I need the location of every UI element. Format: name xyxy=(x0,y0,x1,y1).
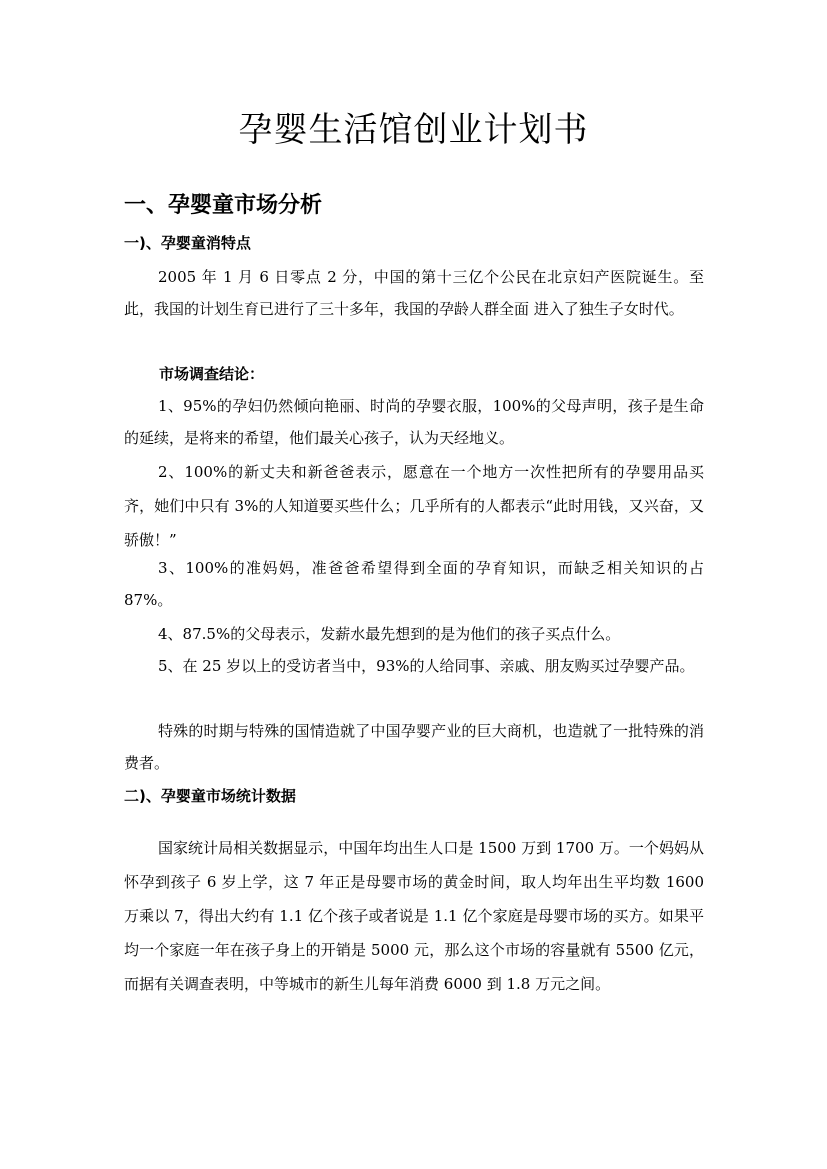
subsection-heading-statistics: 二)、孕婴童市场统计数据 xyxy=(124,787,296,805)
finding-paragraph-4: 4、87.5%的父母表示，发薪水最先想到的是为他们的孩子买点什么。 xyxy=(158,625,621,643)
finding-paragraph-3: 3、100%的准妈妈，准爸爸希望得到全面的孕育知识，而缺乏相关知识的占 87%。 xyxy=(124,559,704,609)
subsection-heading-consumption-features: 一)、孕婴童消特点 xyxy=(124,234,251,252)
survey-conclusion-heading: 市场调查结论： xyxy=(159,365,265,383)
finding-paragraph-5: 5、在 25 岁以上的受访者当中，93%的人给同事、亲戚、朋友购买过孕婴产品。 xyxy=(158,657,695,675)
conclusion-paragraph: 特殊的时期与特殊的国情造就了中国孕婴产业的巨大商机，也造就了一批特殊的消费者。 xyxy=(124,722,704,772)
statistics-paragraph: 国家统计局相关数据显示，中国年均出生人口是 1500 万到 1700 万。一个妈妈从怀孕到孩子 6 岁上学，这 7 年正是母婴市场的黄金时间，取人均年出生平均数 1600 万乘以 7，得出大约有 1.1 亿个孩子或者说是 1.1 亿个家庭是母婴市场的买方。如果平均一个家庭一年在孩子身上的开销是 5000 元，那么这个市场的容量就有 5500 亿元，而据有关调查表明，中等城市的新生儿每年消费 6000 到 1.8 万元之间。 xyxy=(124,839,704,993)
finding-paragraph-1: 1、95%的孕妇仍然倾向艳丽、时尚的孕婴衣服，100%的父母声明，孩子是生命的延续，是将来的希望，他们最关心孩子，认为天经地义。 xyxy=(124,397,704,447)
intro-paragraph: 2005 年 1 月 6 日零点 2 分，中国的第十三亿个公民在北京妇产医院诞生。至此，我国的计划生育已进行了三十多年，我国的孕龄人群全面 进入了独生子女时代。 xyxy=(124,268,704,318)
finding-paragraph-2: 2、100%的新丈夫和新爸爸表示，愿意在一个地方一次性把所有的孕婴用品买齐，她们中只有 3%的人知道要买些什么；几乎所有的人都表示“此时用钱，又兴奋，又骄傲！” xyxy=(124,463,704,549)
document-title: 孕婴生活馆创业计划书 xyxy=(238,110,589,150)
section-heading-market-analysis: 一、孕婴童市场分析 xyxy=(124,193,323,218)
